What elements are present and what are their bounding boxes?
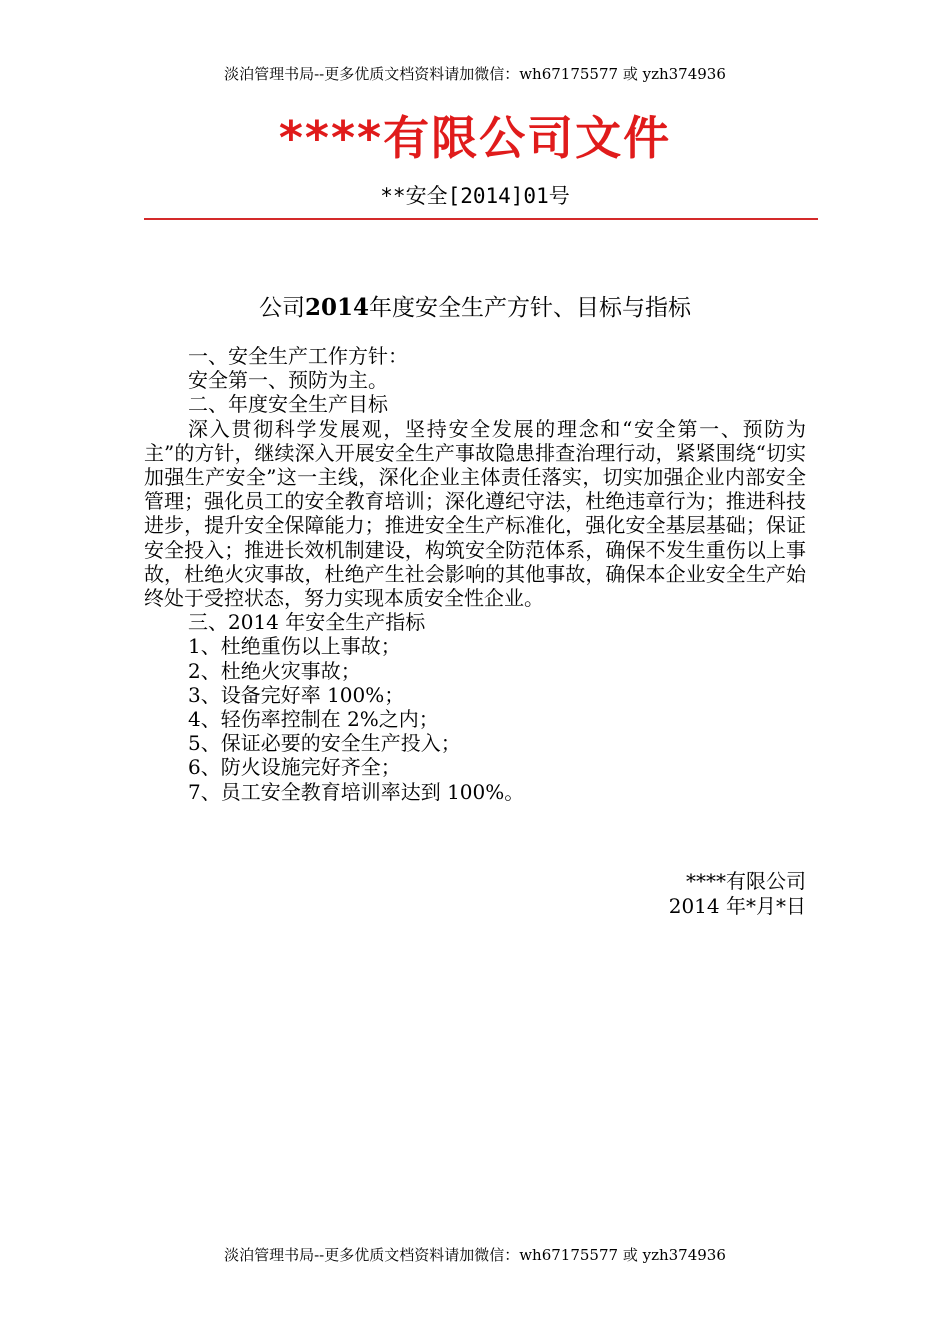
document-body bbox=[144, 344, 806, 804]
policy-heading: 一、安全生产工作方针： bbox=[188, 344, 408, 368]
signature-company: ****有限公司 bbox=[686, 869, 806, 893]
indicator-item: 1、杜绝重伤以上事故； bbox=[188, 634, 401, 659]
title-year: 2014 bbox=[304, 294, 369, 321]
indicator-heading: 三、2014 年安全生产指标 bbox=[188, 610, 426, 635]
indicator-item: 2、杜绝火灾事故； bbox=[188, 658, 361, 683]
indicator-item: 7、员工安全教育培训率达到 100%。 bbox=[188, 779, 525, 804]
indicator-item: 3、设备完好率 100%； bbox=[188, 682, 405, 707]
goal-paragraph: 深入贯彻科学发展观，坚持安全发展的理念和“安全第一、预防为主”的方针，继续深入开展安全生产事故隐患排查治理行动，紧紧围绕“切实加强生产安全”这一主线，深化企业主体责任落实，切实加强企业内部安全管理；强化员工的安全教育培训；深化遵纪守法，杜绝违章行为；推进科技进步，提升安全保障能力；推进安全生产标准化，强化安全基层基础；保证安全投入；推进长效机制建设，构筑安全防范体系，确保不发生重伤以上事故，杜绝火灾事故，杜绝产生社会影响的其他事故，确保本企业安全生产始终处于受控状态，努力实现本质安全性企业。 bbox=[144, 416, 806, 611]
goal-heading: 二、年度安全生产目标 bbox=[188, 392, 388, 417]
document-number: **安全[2014]01号 bbox=[380, 184, 570, 208]
title-prefix: 公司 bbox=[258, 295, 305, 321]
page-header-note: 淡泊管理书局--更多优质文档资料请加微信：wh67175577 或 yzh374936 bbox=[224, 65, 726, 83]
indicator-item: 5、保证必要的安全生产投入； bbox=[188, 731, 461, 756]
policy-text: 安全第一、预防为主。 bbox=[188, 368, 388, 393]
page-footer-note: 淡泊管理书局--更多优质文档资料请加微信：wh67175577 或 yzh374936 bbox=[224, 1246, 726, 1264]
letterhead-divider bbox=[144, 218, 818, 220]
indicator-item: 6、防火设施完好齐全； bbox=[188, 755, 401, 780]
letterhead-company-title: ****有限公司文件 bbox=[278, 111, 672, 165]
title-suffix: 年度安全生产方针、目标与指标 bbox=[369, 295, 691, 321]
indicator-item: 4、轻伤率控制在 2%之内； bbox=[188, 707, 439, 732]
signature-date: 2014 年*月*日 bbox=[668, 894, 806, 918]
signature-block bbox=[669, 869, 806, 919]
document-title bbox=[0, 292, 950, 324]
